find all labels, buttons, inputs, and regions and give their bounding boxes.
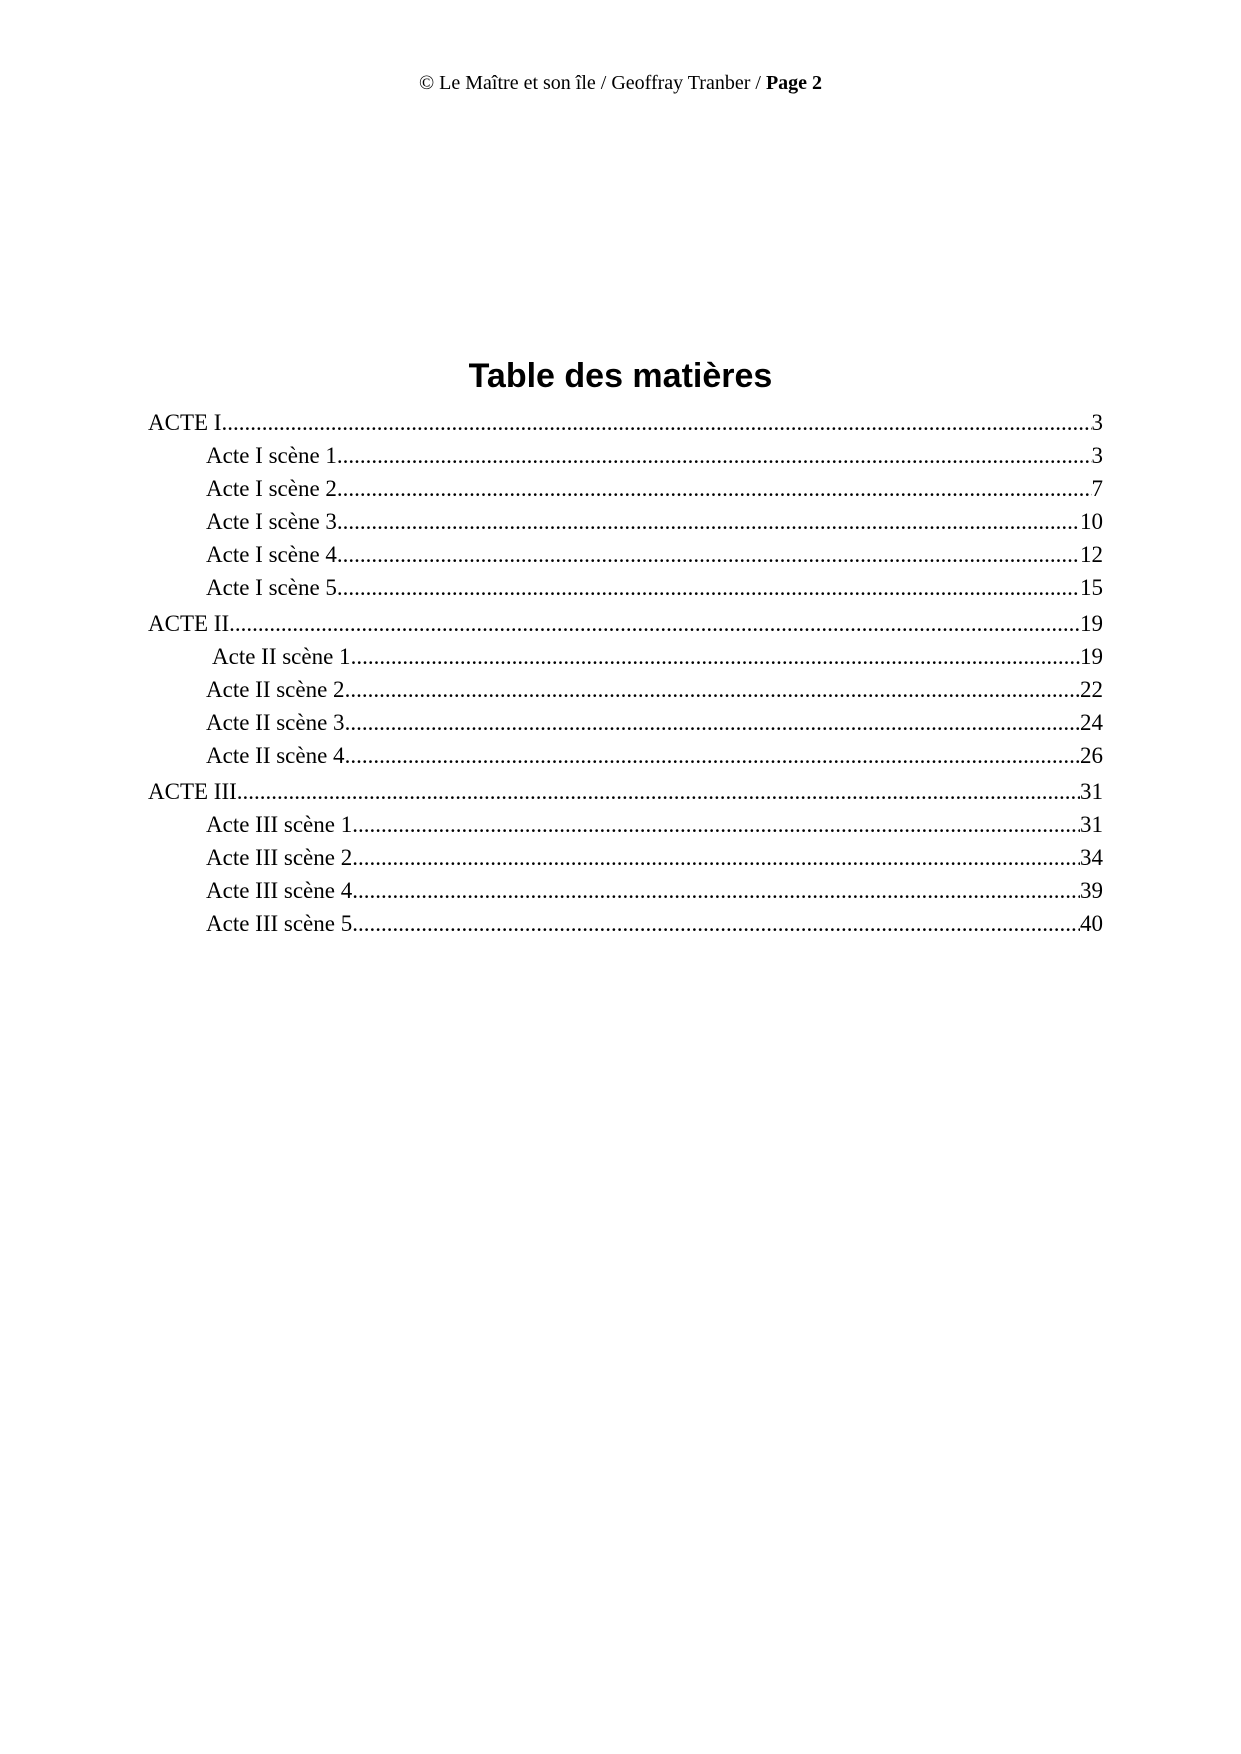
toc-entry-acte-3-scene-4[interactable] — [148, 874, 1103, 907]
toc-dot-leader — [345, 739, 1080, 772]
toc-entry-page: 31 — [1080, 779, 1103, 804]
toc-entry-label: Acte II scène 2 — [206, 677, 345, 702]
toc-entry-label: Acte I scène 3 — [206, 509, 337, 534]
toc-entry-label: ACTE II — [148, 611, 230, 636]
toc-entry-page: 26 — [1080, 743, 1103, 768]
toc-dot-leader — [352, 841, 1080, 874]
table-of-contents — [148, 406, 1103, 940]
page-header — [0, 70, 1241, 96]
toc-dot-leader — [337, 439, 1092, 472]
toc-dot-leader — [352, 907, 1080, 940]
toc-entry-page: 22 — [1080, 677, 1103, 702]
toc-dot-leader — [221, 406, 1091, 439]
toc-entry-page: 34 — [1080, 845, 1103, 870]
toc-entry-acte-3-scene-1[interactable] — [148, 808, 1103, 841]
toc-entry-acte-2-scene-1[interactable] — [148, 640, 1103, 673]
toc-entry-acte-1[interactable] — [148, 406, 1103, 439]
toc-entry-page: 40 — [1080, 911, 1103, 936]
header-copyright: © Le Maître et son île / Geoffray Tranber / — [418, 72, 766, 94]
toc-dot-leader — [352, 808, 1080, 841]
toc-entry-page: 19 — [1080, 611, 1103, 636]
toc-entry-acte-2[interactable] — [148, 607, 1103, 640]
toc-dot-leader — [337, 538, 1080, 571]
toc-entry-label: Acte I scène 1 — [206, 443, 337, 468]
toc-entry-page: 15 — [1080, 575, 1103, 600]
toc-entry-acte-3-scene-5[interactable] — [148, 907, 1103, 940]
toc-entry-acte-2-scene-2[interactable] — [148, 673, 1103, 706]
toc-entry-label: ACTE I — [148, 410, 222, 435]
toc-entry-acte-2-scene-4[interactable] — [148, 739, 1103, 772]
toc-entry-label: Acte I scène 5 — [206, 575, 337, 600]
toc-entry-acte-1-scene-3[interactable] — [148, 505, 1103, 538]
toc-entry-acte-3[interactable] — [148, 775, 1103, 808]
toc-entry-label: ACTE III — [148, 779, 237, 804]
toc-dot-leader — [337, 505, 1080, 538]
toc-dot-leader — [352, 874, 1080, 907]
toc-dot-leader — [229, 607, 1080, 640]
toc-entry-page: 39 — [1080, 878, 1103, 903]
toc-entry-acte-3-scene-2[interactable] — [148, 841, 1103, 874]
toc-title: Table des matières — [468, 357, 773, 395]
toc-entry-label: Acte III scène 4 — [206, 878, 353, 903]
toc-entry-page: 10 — [1080, 509, 1103, 534]
toc-entry-page: 3 — [1091, 410, 1103, 435]
toc-entry-page: 31 — [1080, 812, 1103, 837]
toc-entry-label: Acte II scène 3 — [206, 710, 345, 735]
toc-entry-label: Acte III scène 5 — [206, 911, 353, 936]
toc-entry-acte-1-scene-5[interactable] — [148, 571, 1103, 604]
toc-entry-label: Acte III scène 2 — [206, 845, 353, 870]
toc-entry-acte-1-scene-1[interactable] — [148, 439, 1103, 472]
toc-entry-page: 12 — [1080, 542, 1103, 567]
toc-dot-leader — [345, 706, 1080, 739]
toc-entry-page: 24 — [1080, 710, 1103, 735]
toc-entry-acte-2-scene-3[interactable] — [148, 706, 1103, 739]
header-page-number: Page 2 — [765, 72, 823, 94]
toc-entry-page: 7 — [1091, 476, 1103, 501]
toc-dot-leader — [337, 571, 1080, 604]
toc-dot-leader — [345, 673, 1080, 706]
toc-dot-leader — [351, 640, 1080, 673]
toc-entry-acte-1-scene-2[interactable] — [148, 472, 1103, 505]
toc-entry-page: 19 — [1080, 644, 1103, 669]
toc-dot-leader — [237, 775, 1080, 808]
toc-entry-label: Acte II scène 4 — [206, 743, 345, 768]
toc-dot-leader — [337, 472, 1092, 505]
toc-entry-acte-1-scene-4[interactable] — [148, 538, 1103, 571]
toc-entry-label: Acte I scène 2 — [206, 476, 337, 501]
toc-entry-label: Acte I scène 4 — [206, 542, 337, 567]
toc-entry-page: 3 — [1091, 443, 1103, 468]
toc-entry-label: Acte II scène 1 — [212, 644, 351, 669]
toc-entry-label: Acte III scène 1 — [206, 812, 353, 837]
